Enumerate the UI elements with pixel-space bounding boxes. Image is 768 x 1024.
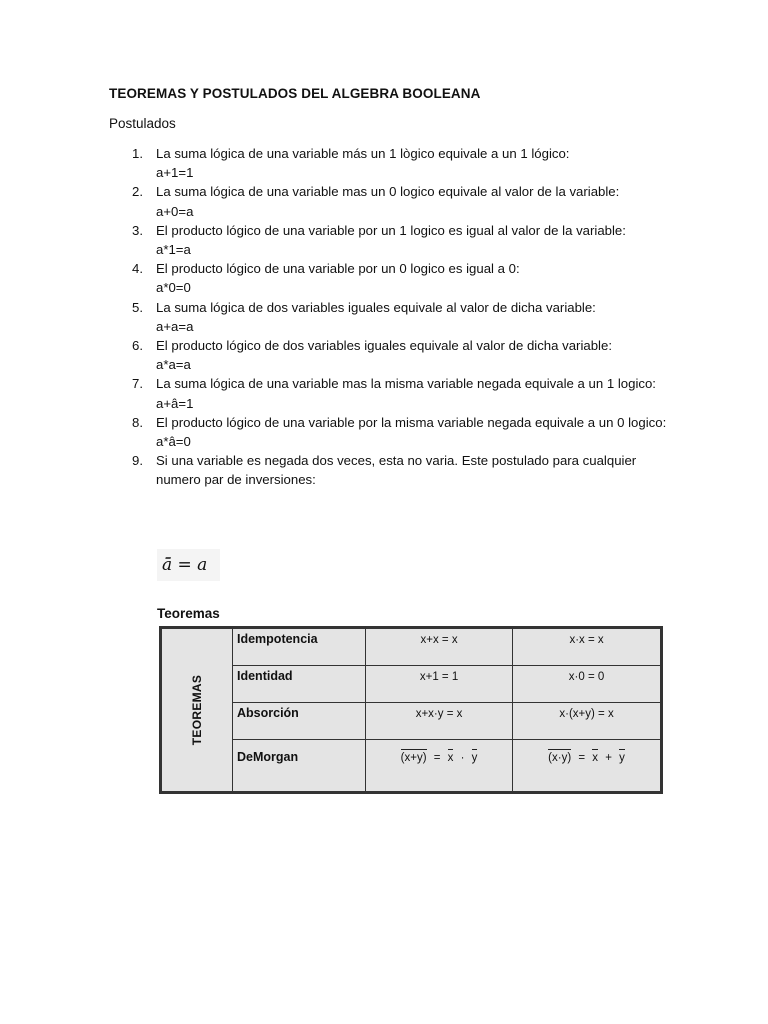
demorgan-sum [366, 740, 513, 793]
demorgan-product [513, 740, 662, 793]
demorgan-product-op: + [605, 752, 612, 764]
demorgan-product-left: (x·y) [548, 749, 571, 764]
theorem-name: Idempotencia [233, 628, 366, 666]
list-item [132, 413, 672, 451]
postulado-text: El producto lógico de una variable por un 0 logico es igual a 0: [156, 261, 520, 277]
side-label-cell [161, 628, 233, 793]
item-number: 4. [132, 261, 143, 277]
list-item [132, 182, 672, 220]
theorem-product: x·(x+y) = x [513, 703, 662, 740]
table-row [161, 740, 662, 793]
postulado-formula: a*a=a [156, 357, 191, 373]
item-number: 6. [132, 338, 143, 354]
double-negation-formula-image: ā̄ = a [157, 549, 220, 581]
list-item [132, 221, 672, 259]
postulado-text: La suma lógica de una variable más un 1 lògico equivale a un 1 lógico: [156, 146, 570, 161]
theorem-product: x·x = x [513, 628, 662, 666]
postulado-formula: a+1=1 [156, 165, 194, 181]
postulado-text: La suma lógica de una variable mas un 0 logico equivale al valor de la variable: [156, 184, 620, 200]
table-row [161, 628, 662, 666]
postulado-text: La suma lógica de dos variables iguales equivale al valor de dicha variable: [156, 299, 596, 315]
table-row [161, 666, 662, 703]
postulado-text: El producto lógico de una variable por un 1 logico es igual al valor de la variable: [156, 222, 626, 238]
theorem-name: Absorción [233, 703, 366, 740]
postulados-heading: Postulados [109, 116, 176, 131]
page-title: TEOREMAS Y POSTULADOS DEL ALGEBRA BOOLEANA [109, 86, 481, 101]
demorgan-product-b: y [619, 749, 625, 764]
theorem-sum: x+x·y = x [366, 703, 513, 740]
demorgan-sum-left: (x+y) [401, 749, 427, 764]
postulado-formula: a*1=a [156, 242, 191, 258]
list-item [132, 144, 672, 182]
list-item [132, 259, 672, 297]
table-row [161, 703, 662, 740]
item-number: 2. [132, 184, 143, 200]
postulados-list [132, 144, 672, 490]
item-number: 7. [132, 376, 143, 392]
item-number: 3. [132, 222, 143, 238]
list-item [132, 298, 672, 336]
demorgan-sum-b: y [472, 749, 478, 764]
side-label: TEOREMAS [190, 674, 204, 746]
item-number: 8. [132, 414, 143, 430]
theorem-sum: x+1 = 1 [366, 666, 513, 703]
postulado-formula: a*â=0 [156, 434, 191, 450]
demorgan-sum-eq: = [433, 752, 441, 764]
demorgan-sum-op: · [460, 752, 465, 764]
postulado-text: El producto lógico de dos variables iguales equivale al valor de dicha variable: [156, 338, 612, 354]
list-item [132, 451, 672, 489]
item-number: 5. [132, 299, 143, 315]
item-number: 1. [132, 146, 143, 161]
demorgan-product-a: x [592, 749, 598, 764]
item-number: 9. [132, 453, 143, 469]
postulado-formula: a+0=a [156, 203, 194, 219]
list-item [132, 336, 672, 374]
list-item [132, 374, 672, 412]
theorem-name: Identidad [233, 666, 366, 703]
postulado-text: El producto lógico de una variable por la misma variable negada equivale a un 0 logico: [156, 414, 667, 430]
demorgan-product-eq: = [578, 752, 586, 764]
teoremas-table [159, 626, 663, 794]
teoremas-heading: Teoremas [157, 606, 220, 621]
postulado-formula: a+a=a [156, 318, 194, 334]
demorgan-sum-a: x [448, 749, 454, 764]
theorem-name: DeMorgan [233, 740, 366, 793]
postulado-text: Si una variable es negada dos veces, esta no varia. Este postulado para cualquier numero par de inversiones: [156, 453, 637, 488]
postulado-formula: a*0=0 [156, 280, 191, 296]
postulado-text: La suma lógica de una variable mas la misma variable negada equivale a un 1 logico: [156, 376, 656, 392]
theorem-product: x·0 = 0 [513, 666, 662, 703]
postulado-formula: a+â=1 [156, 395, 194, 411]
theorem-sum: x+x = x [366, 628, 513, 666]
